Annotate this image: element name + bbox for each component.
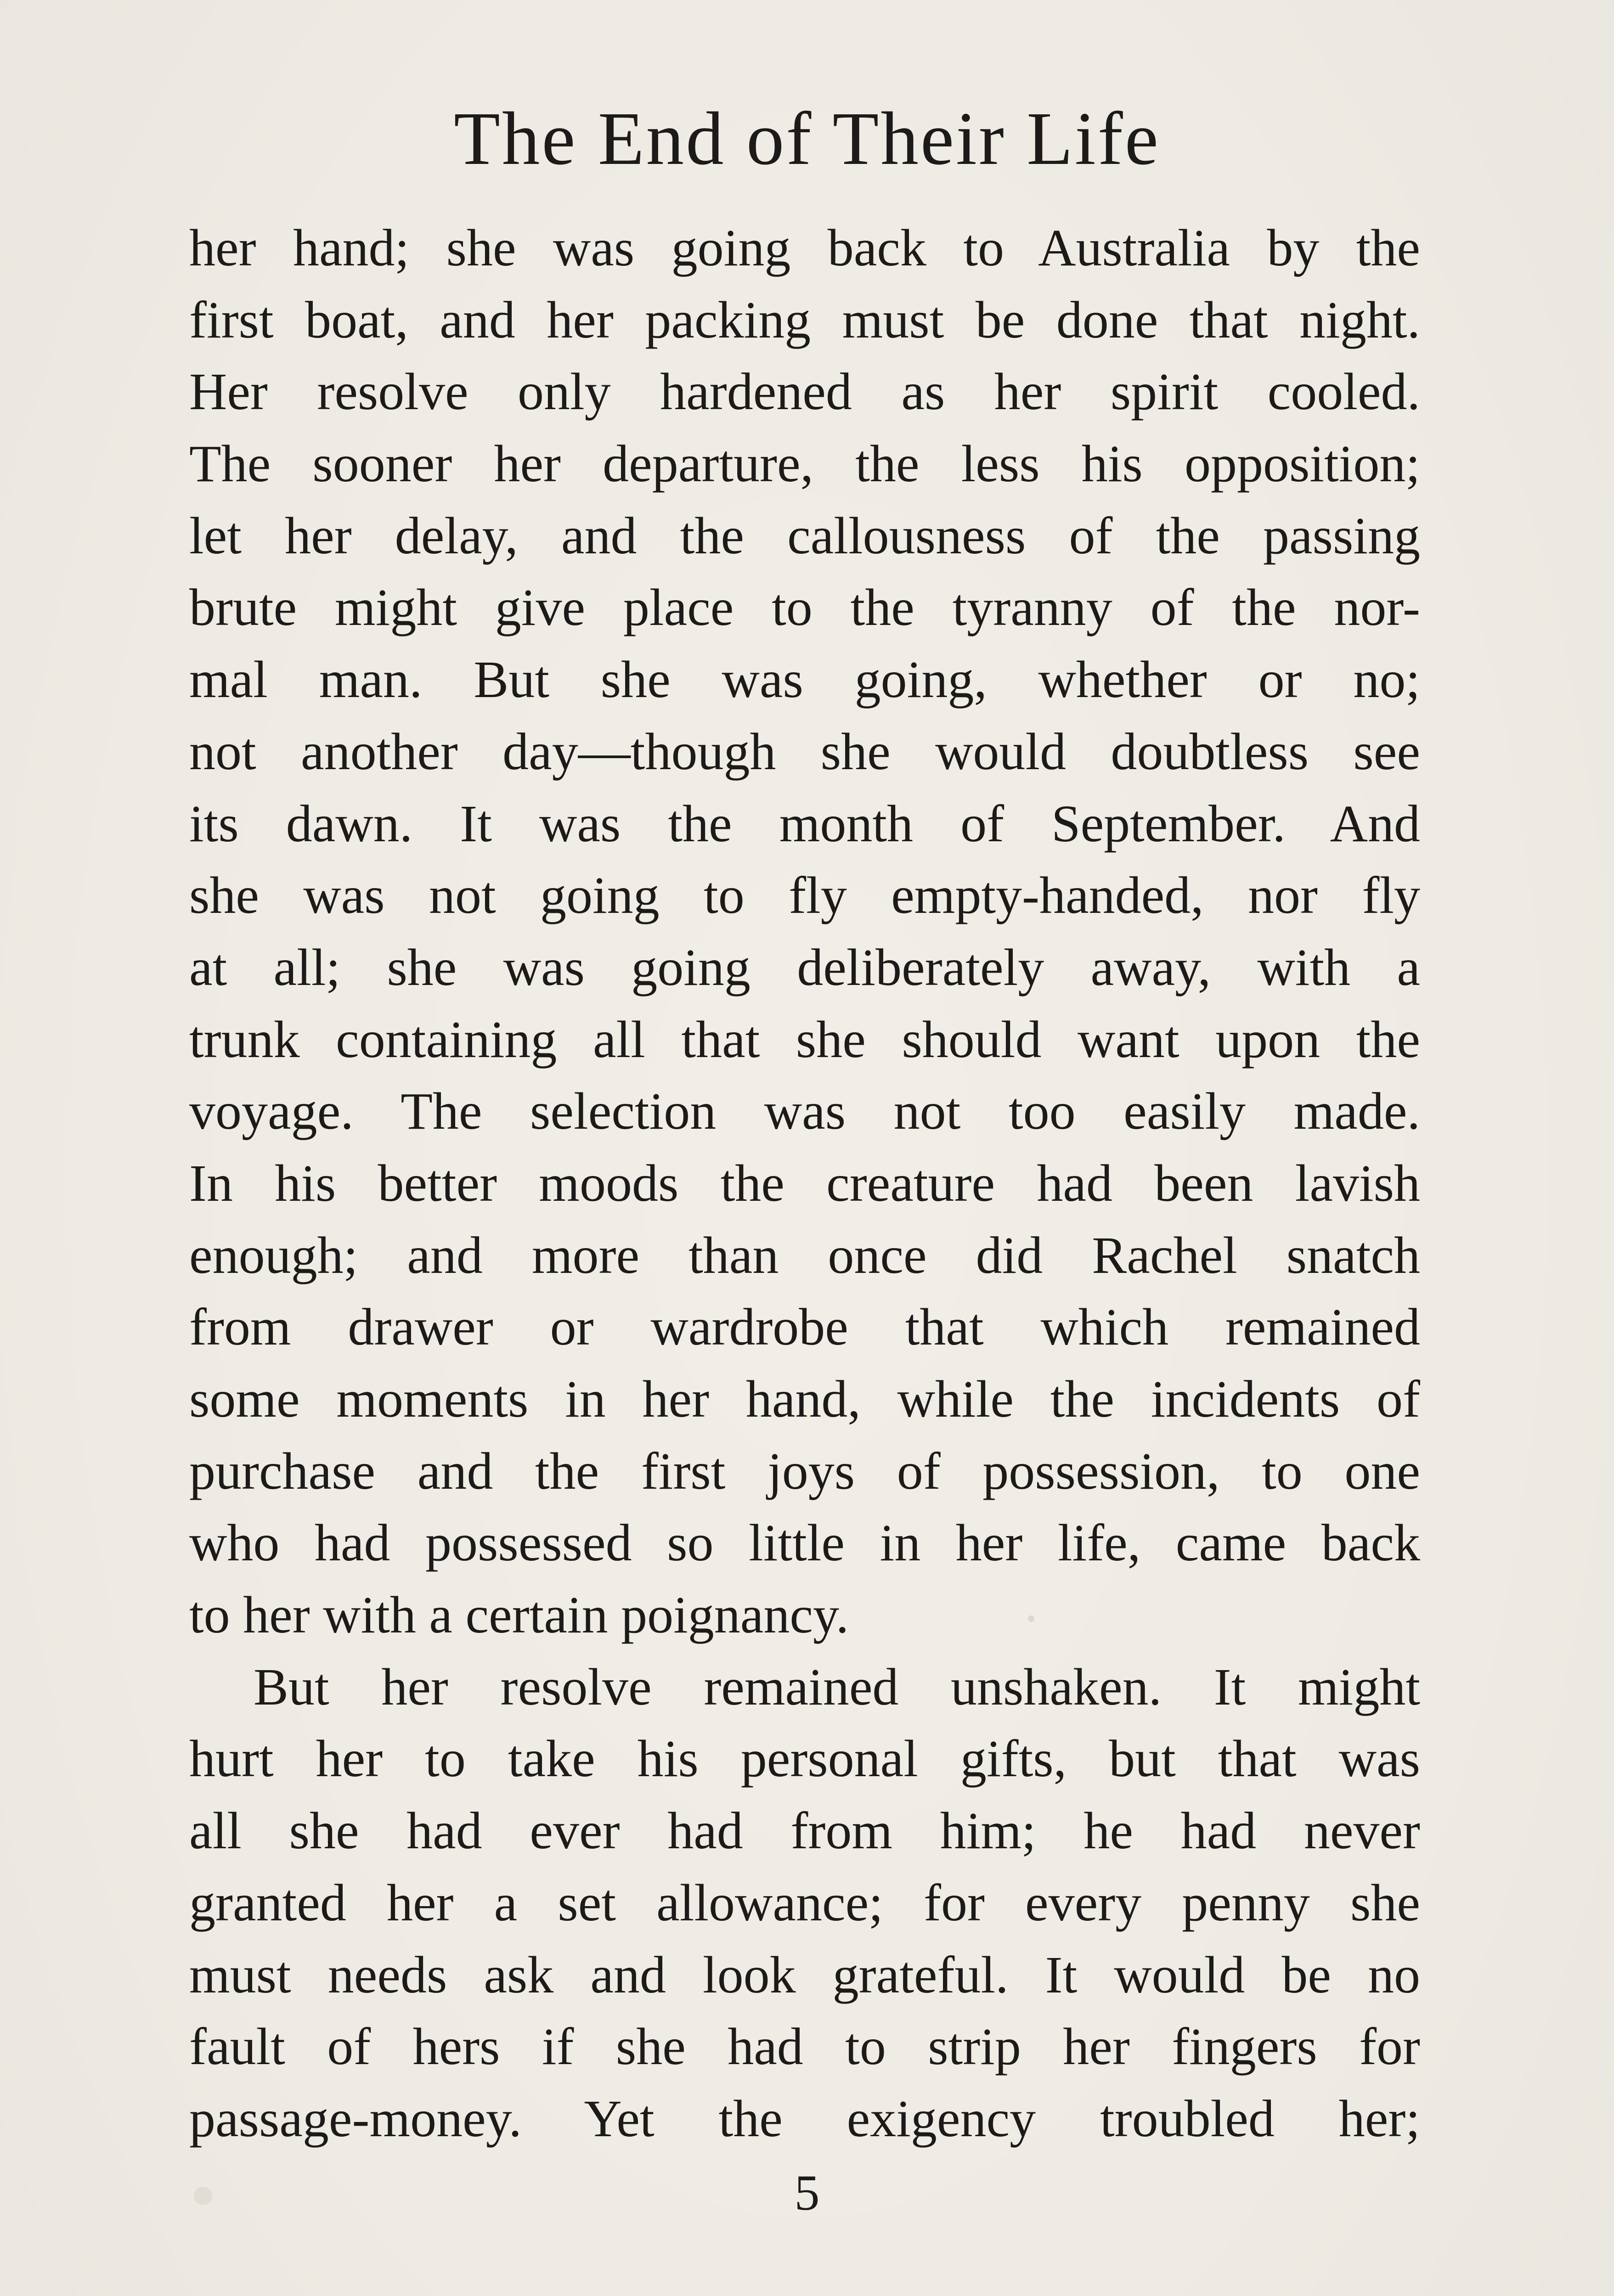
text-line: not another day—though she would doubtless see — [189, 722, 1420, 781]
text-line: first boat, and her packing must be done that night. — [189, 290, 1420, 349]
text-line: trunk containing all that she should want upon the — [189, 1010, 1420, 1069]
running-head: The End of Their Life — [454, 96, 1160, 180]
text-line: her hand; she was going back to Australia by the — [189, 219, 1420, 277]
body-text — [189, 212, 1420, 2155]
text-line: its dawn. It was the month of September. And — [189, 794, 1420, 853]
text-line: Her resolve only hardened as her spirit cooled. — [189, 362, 1420, 421]
text-line: The sooner her departure, the less his opposition; — [189, 434, 1420, 493]
paper-speck — [194, 2187, 212, 2205]
text-line: let her delay, and the callousness of the passing — [189, 506, 1420, 565]
text-line: at all; she was going deliberately away, with a — [189, 938, 1420, 996]
text-line: mal man. But she was going, whether or no; — [189, 650, 1420, 709]
text-line: enough; and more than once did Rachel snatch — [189, 1226, 1420, 1284]
text-line: some moments in her hand, while the incidents of — [189, 1370, 1420, 1428]
text-line: granted her a set allowance; for every penny she — [189, 1873, 1420, 1932]
text-line: must needs ask and look grateful. It would be no — [189, 1945, 1420, 2004]
text-line: hurt her to take his personal gifts, but that was — [189, 1729, 1420, 1788]
text-line: brute might give place to the tyranny of the nor- — [189, 578, 1420, 637]
text-line: from drawer or wardrobe that which remained — [189, 1298, 1420, 1356]
paragraph-first-line: But her resolve remained unshaken. It might — [254, 1657, 1420, 1716]
text-line: passage-money. Yet the exigency troubled her; — [189, 2089, 1420, 2148]
text-line: she was not going to fly empty-handed, nor fly — [189, 866, 1420, 925]
text-line: purchase and the first joys of possession, to one — [189, 1441, 1420, 1500]
paragraph-last-line: to her with a certain poignancy. — [189, 1586, 849, 1644]
paper-speck — [1028, 1615, 1034, 1622]
page-number: 5 — [794, 2165, 820, 2221]
text-line: voyage. The selection was not too easily made. — [189, 1082, 1420, 1141]
text-line: all she had ever had from him; he had never — [189, 1801, 1420, 1860]
text-line: fault of hers if she had to strip her fingers for — [189, 2017, 1420, 2076]
text-line: In his better moods the creature had been lavish — [189, 1154, 1420, 1212]
text-line: who had possessed so little in her life, came back — [189, 1514, 1420, 1572]
